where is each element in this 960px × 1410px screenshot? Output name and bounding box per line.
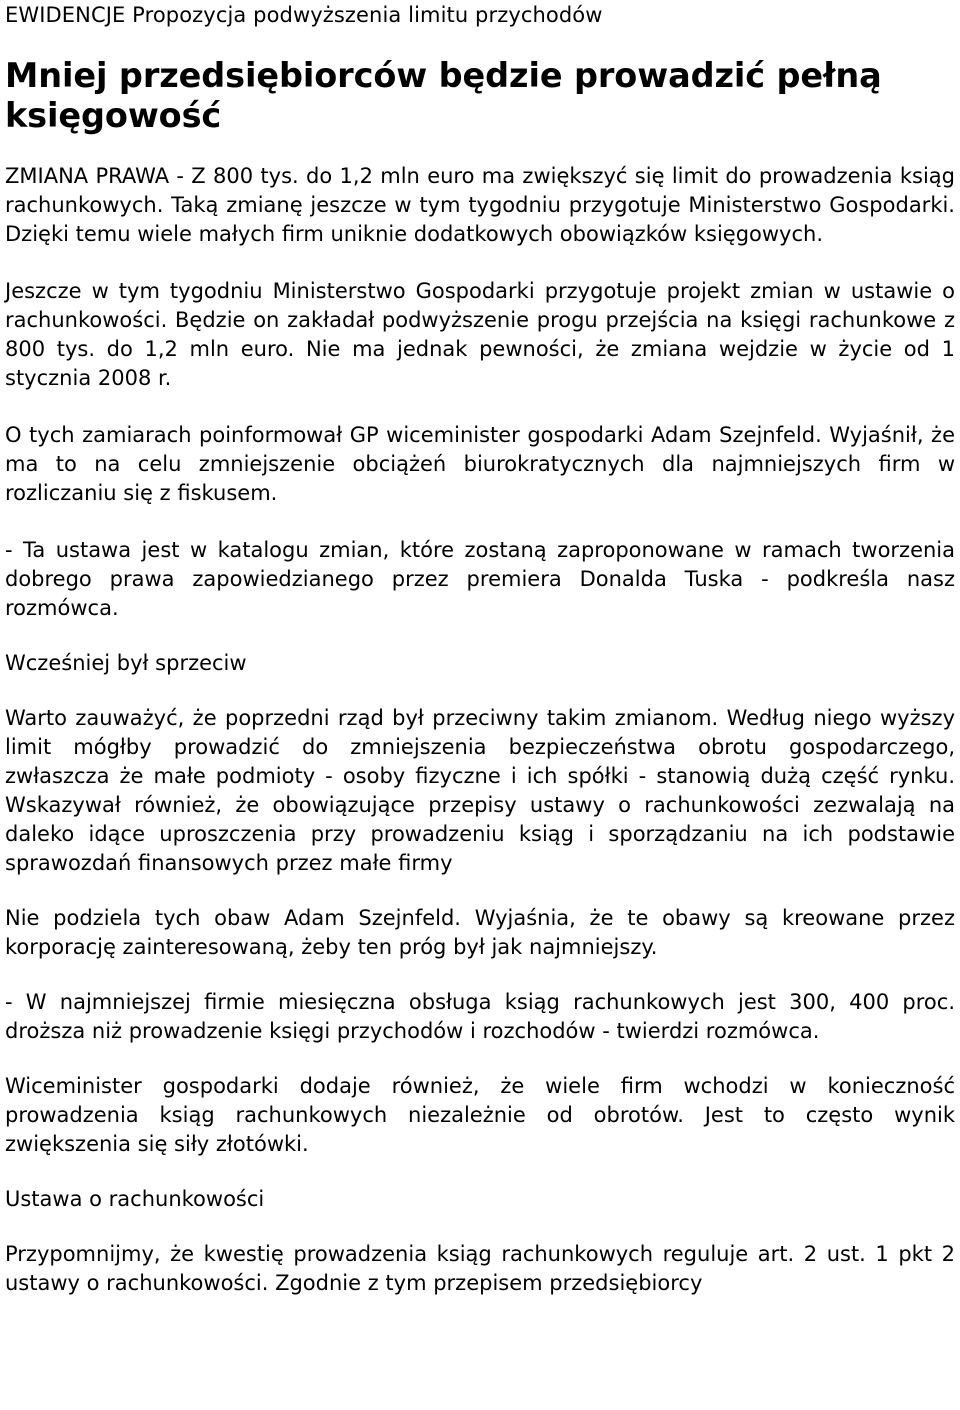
section-kicker: EWIDENCJE Propozycja podwyższenia limitu przychodów xyxy=(5,3,603,27)
article-headline: Mniej przedsiębiorców będzie prowadzić pełną księgowość xyxy=(5,56,882,135)
paragraph: Wiceminister gospodarki dodaje również, że wiele firm wchodzi w konieczność prowadzenia ksiąg rachunkowych niezależnie od obrotów. Jest to często wynik zwiększenia się siły złotówki. xyxy=(5,1074,955,1156)
paragraph: - Ta ustawa jest w katalogu zmian, które zostaną zaproponowane w ramach tworzenia dobrego prawa zapowiedzianego przez premiera Donalda Tuska - podkreśla nasz rozmówca. xyxy=(5,538,955,620)
section-subheading: Ustawa o rachunkowości xyxy=(5,1187,265,1211)
section-subheading: Wcześniej był sprzeciw xyxy=(5,651,247,675)
paragraph: Nie podziela tych obaw Adam Szejnfeld. Wyjaśnia, że te obawy są kreowane przez korporację zainteresowaną, żeby ten próg był jak najmniejszy. xyxy=(5,906,955,959)
article-lead: ZMIANA PRAWA - Z 800 tys. do 1,2 mln euro ma zwiększyć się limit do prowadzenia ksiąg rachunkowych. Taką zmianę jeszcze w tym tygodniu przygotuje Ministerstwo Gospodarki. Dzięki temu wiele małych firm uniknie dodatkowych obowiązków księgowych. xyxy=(5,164,955,246)
paragraph: - W najmniejszej firmie miesięczna obsługa ksiąg rachunkowych jest 300, 400 proc. droższa niż prowadzenie księgi przychodów i rozchodów - twierdzi rozmówca. xyxy=(5,990,955,1043)
paragraph: Przypomnijmy, że kwestię prowadzenia ksiąg rachunkowych reguluje art. 2 ust. 1 pkt 2 ustawy o rachunkowości. Zgodnie z tym przepisem przedsiębiorcy xyxy=(5,1242,955,1295)
article-body xyxy=(5,162,955,1298)
paragraph: O tych zamiarach poinformował GP wiceminister gospodarki Adam Szejnfeld. Wyjaśnił, że ma to na celu zmniejszenie obciążeń biurokratycznych dla najmniejszych firm w rozliczaniu się z fiskusem. xyxy=(5,423,955,505)
paragraph: Jeszcze w tym tygodniu Ministerstwo Gospodarki przygotuje projekt zmian w ustawie o rachunkowości. Będzie on zakładał podwyższenie progu przejścia na księgi rachunkowe z 800 tys. do 1,2 mln euro. Nie ma jednak pewności, że zmiana wejdzie w życie od 1 stycznia 2008 r. xyxy=(5,279,955,390)
paragraph: Warto zauważyć, że poprzedni rząd był przeciwny takim zmianom. Według niego wyższy limit mógłby prowadzić do zmniejszenia bezpieczeństwa obrotu gospodarczego, zwłaszcza że małe podmioty - osoby fizyczne i ich spółki - stanowią dużą część rynku. Wskazywał również, że obowiązujące przepisy ustawy o rachunkowości zezwalają na daleko idące uproszczenia przy prowadzeniu ksiąg i sporządzaniu na ich podstawie sprawozdań finansowych przez małe firmy xyxy=(5,706,955,875)
